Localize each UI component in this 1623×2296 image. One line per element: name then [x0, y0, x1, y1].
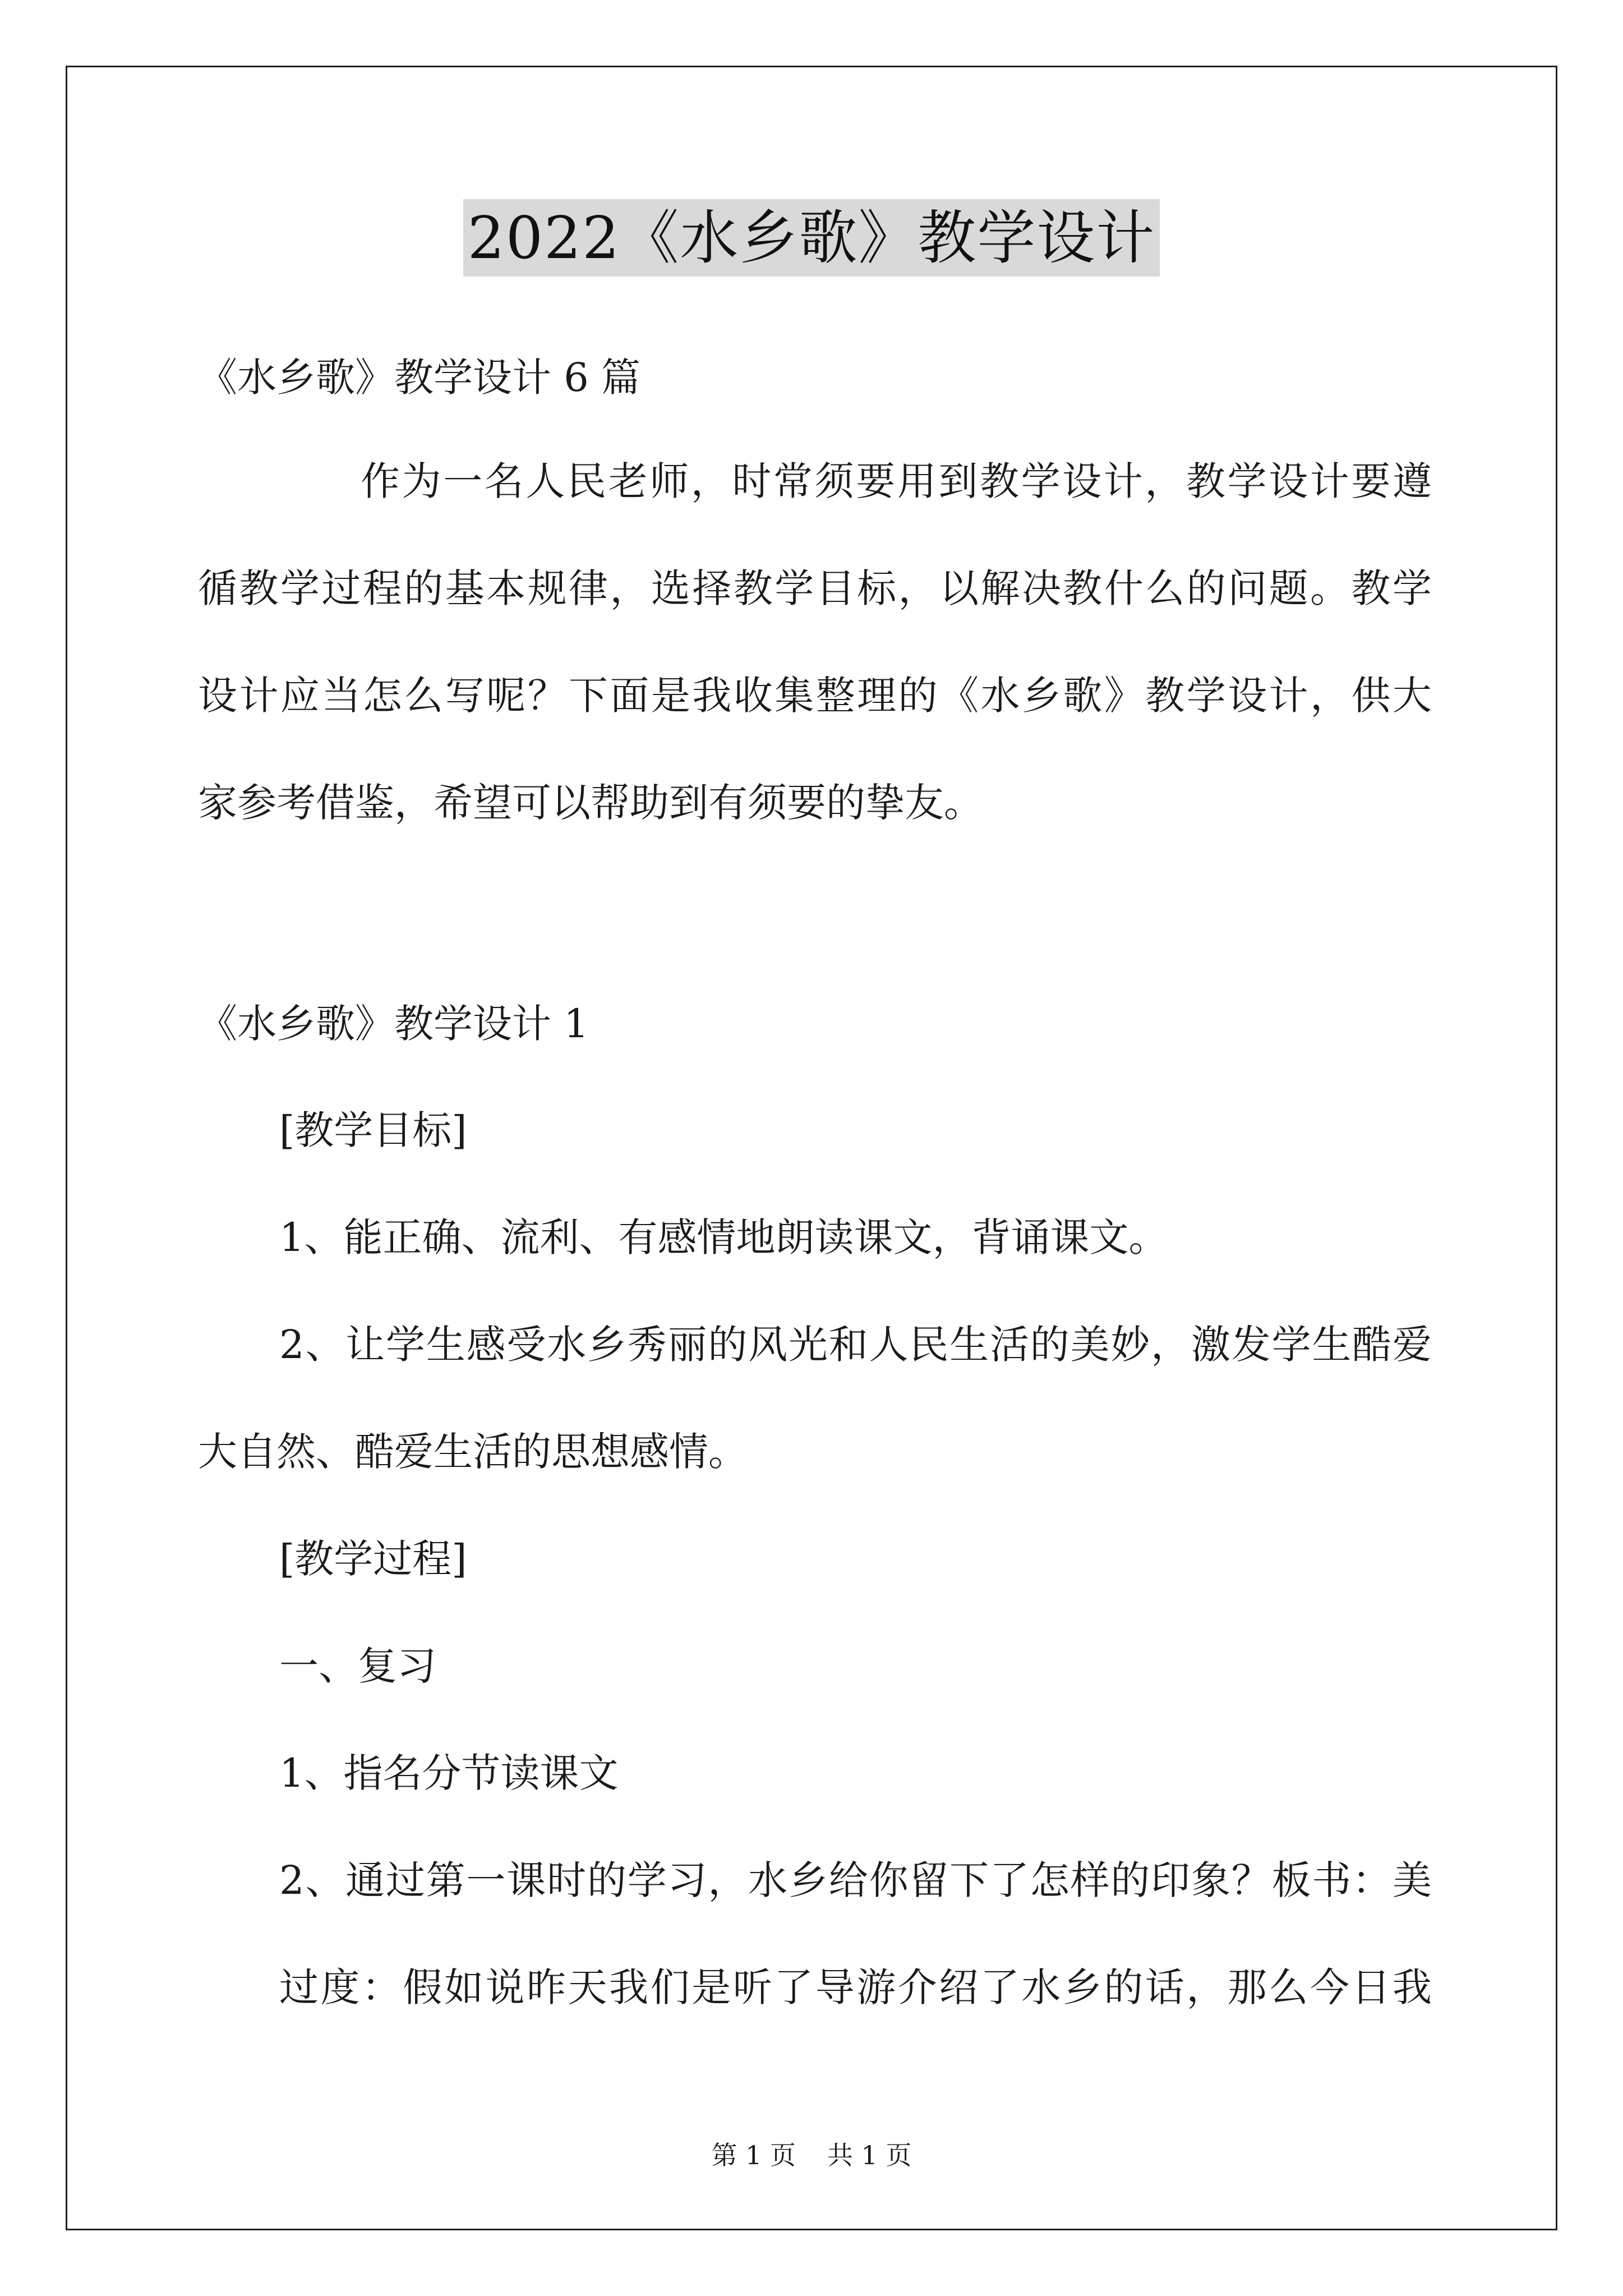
page-number: 第 1 页	[711, 2140, 796, 2170]
step-item-1: 1、指名分节读课文	[279, 1750, 619, 1796]
page-footer	[0, 2138, 1623, 2172]
transition-line: 过度：假如说昨天我们是听了导游介绍了水乡的话，那么今日我	[279, 1964, 1432, 2010]
goal-item-2-line-2: 大自然、酷爱生活的思想感情。	[198, 1429, 748, 1475]
document-title: 2022《水乡歌》教学设计	[463, 199, 1160, 277]
section-heading: 《水乡歌》教学设计 1	[198, 1001, 589, 1047]
step-item-2: 2、通过第一课时的学习，水乡给你留下了怎样的印象？板书：美	[279, 1857, 1432, 1903]
intro-line-2: 循教学过程的基本规律，选择教学目标，以解决教什么的问题。教学	[198, 565, 1432, 611]
goals-heading: [教学目标]	[279, 1107, 467, 1153]
goal-item-1: 1、能正确、流利、有感情地朗读课文，背诵课文。	[279, 1214, 1168, 1260]
goal-item-2-line-1: 2、让学生感受水乡秀丽的风光和人民生活的美妙，激发学生酷爱	[279, 1322, 1432, 1368]
document-subtitle: 《水乡歌》教学设计 6 篇	[198, 355, 641, 401]
page-total: 共 1 页	[827, 2140, 912, 2170]
process-heading: [教学过程]	[279, 1536, 467, 1582]
intro-line-1: 作为一名人民老师，时常须要用到教学设计，教学设计要遵	[361, 458, 1432, 504]
step-heading: 一、复习	[279, 1643, 436, 1689]
intro-line-4: 家参考借鉴，希望可以帮助到有须要的挚友。	[198, 780, 983, 826]
title-container	[0, 199, 1623, 277]
intro-line-3: 设计应当怎么写呢？下面是我收集整理的《水乡歌》教学设计，供大	[198, 673, 1432, 719]
